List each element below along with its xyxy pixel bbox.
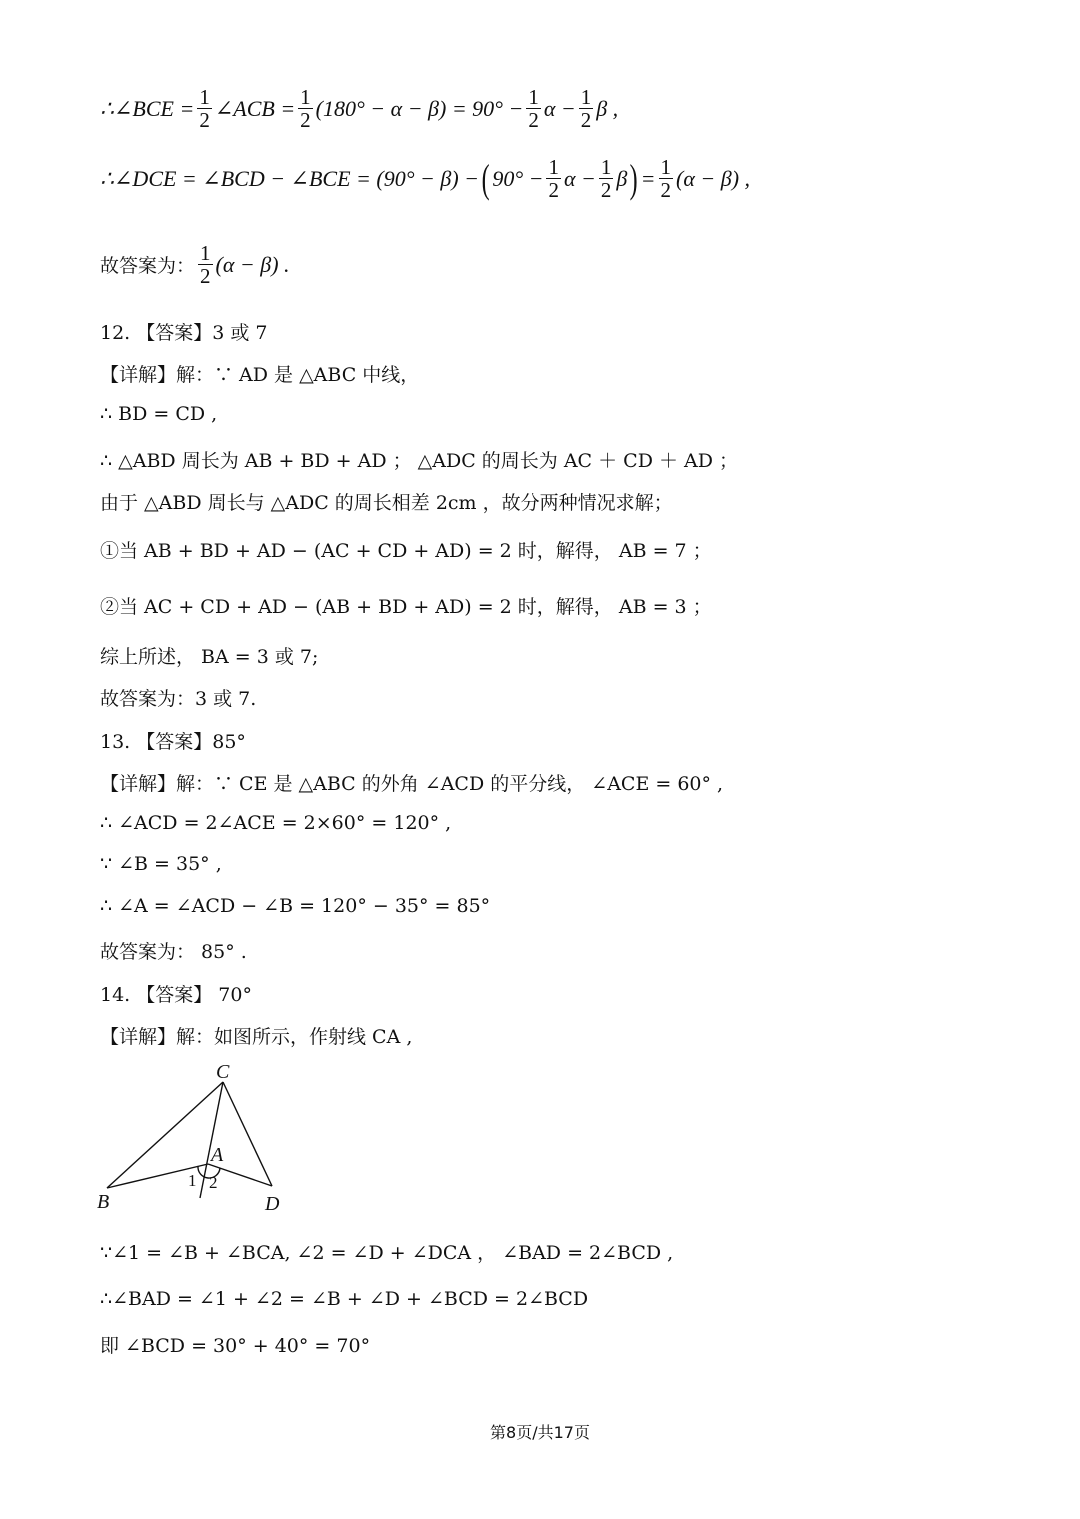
label-b: B — [97, 1191, 110, 1213]
detail-line: 综上所述， BA = 3 或 7; — [100, 646, 319, 668]
label-1: 1 — [188, 1171, 197, 1190]
detail-line: 即 ∠BCD = 30° + 40° = 70° — [100, 1335, 371, 1357]
equation-dce: ∴∠DCE = ∠BCD − ∠BCE = (90° − β) − ( 90° − $\frac{1}{2}$ α − $\frac{1}{2}$ β ) = $\frac{1}{2}$ (α − β) , — [100, 155, 751, 203]
triangle-figure — [90, 1058, 310, 1218]
detail-line: ∴ BD = CD , — [100, 403, 218, 425]
answer-heading-14: 14. 【答案】 70° — [100, 984, 252, 1006]
detail-line: ∵ ∠B = 35° , — [100, 853, 222, 875]
fraction: $\frac{1}{2}$ — [660, 155, 672, 203]
label-d: D — [265, 1193, 280, 1215]
detail-line: ∴ ∠ACD = 2∠ACE = 2×60° = 120° , — [100, 812, 452, 834]
detail-line: ②当 AC + CD + AD − (AB + BD + AD) = 2 时，解得， AB = 3 ； — [100, 596, 712, 618]
detail-line: 【详解】解：∵ AD 是 △ABC 中线， — [100, 364, 420, 386]
fraction: $\frac{1}{2}$ — [580, 85, 592, 133]
label-a: A — [211, 1144, 224, 1166]
answer-heading-12: 12. 【答案】3 或 7 — [100, 322, 268, 344]
detail-line: 【详解】解：∵ CE 是 △ABC 的外角 ∠ACD 的平分线， ∠ACE = 60° , — [100, 773, 724, 795]
fraction: $\frac{1}{2}$ — [300, 85, 311, 133]
page-footer: 第8页/共17页 — [490, 1423, 590, 1442]
detail-line: ①当 AB + BD + AD − (AC + CD + AD) = 2 时，解得， AB = 7 ； — [100, 540, 712, 562]
fraction: $\frac{1}{2}$ — [600, 155, 612, 203]
answer-heading-13: 13. 【答案】85° — [100, 731, 246, 753]
detail-line: ∴ △ABD 周长为 AB + BD + AD ； △ADC 的周长为 AC ＋ CD ＋ AD ； — [100, 450, 739, 472]
fraction: $\frac{1}{2}$ — [200, 241, 211, 289]
detail-line: 故答案为： 85° . — [100, 941, 247, 963]
detail-line: 【详解】解：如图所示，作射线 CA , — [100, 1026, 413, 1048]
label-2: 2 — [209, 1173, 218, 1192]
equation-bce: ∴∠BCE = $\frac{1}{2}$ ∠ACB = $\frac{1}{2}$ (180° − α − β) = 90° − $\frac{1}{2}$ α − $\frac{1}{2}$ β , — [100, 85, 619, 133]
label-c: C — [216, 1061, 230, 1083]
detail-line: ∵∠1 = ∠B + ∠BCA, ∠2 = ∠D + ∠DCA ， ∠BAD = 2∠BCD , — [100, 1242, 674, 1264]
detail-line: 由于 △ABD 周长与 △ADC 的周长相差 2cm ，故分两种情况求解； — [100, 492, 673, 514]
segment-cd — [223, 1082, 272, 1186]
fraction: $\frac{1}{2}$ — [528, 85, 539, 133]
detail-line: ∴ ∠A = ∠ACD − ∠B = 120° − 35° = 85° — [100, 895, 491, 917]
fraction: $\frac{1}{2}$ — [548, 155, 559, 203]
detail-line: 故答案为：3 或 7. — [100, 688, 257, 710]
detail-line: ∴∠BAD = ∠1 + ∠2 = ∠B + ∠D + ∠BCD = 2∠BCD — [100, 1288, 589, 1310]
fraction: $\frac{1}{2}$ — [199, 85, 210, 133]
answer-line-11: 故答案为： $\frac{1}{2}$ (α − β) . — [100, 241, 290, 289]
